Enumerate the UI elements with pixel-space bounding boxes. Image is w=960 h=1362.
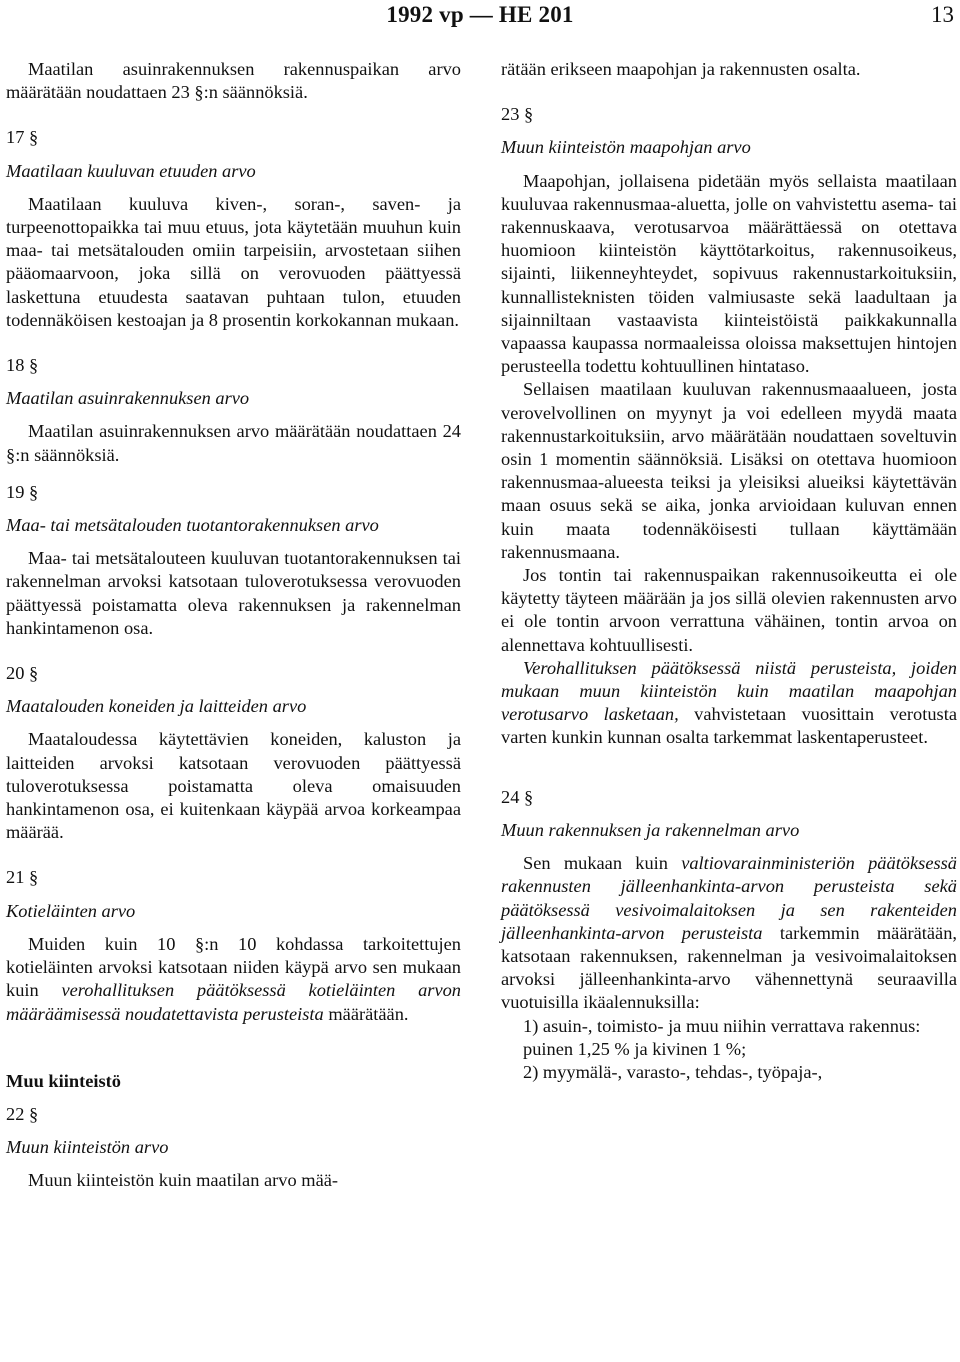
list-item-1: 1) asuin-, toimisto- ja muu niihin verrattava rakennus: (523, 1015, 921, 1036)
section-23-number: 23 § (501, 104, 534, 125)
section-21-text-b: määrätään. (323, 1003, 409, 1024)
section-23-paragraph-4 (501, 657, 957, 750)
header-title: 1992 vp — HE 201 (386, 2, 574, 27)
section-24-text-a: Sen mukaan kuin (523, 853, 682, 874)
page-number: 13 (931, 2, 954, 27)
section-24-text-italic: valtiovarainministeriön päätöksessä rakennusten jälleenhankinta-arvon perusteista sekä päätöksessä vesivoimalaitoksen ja sen rakenteiden jälleenhankinta-arvon perusteista (501, 853, 957, 943)
section-20-number: 20 § (6, 663, 39, 684)
continued-paragraph: rätään erikseen maapohjan ja rakennusten osalta. (501, 59, 861, 79)
section-21-title: Kotieläinten arvo (6, 900, 136, 921)
left-column (6, 58, 461, 1193)
section-22-title: Muun kiinteistön arvo (6, 1137, 169, 1158)
section-23-paragraph-3: Jos tontin tai rakennuspaikan rakennusoikeutta ei ole käytetty täyteen määrään ja jos sillä olevien rakennusten arvo ei ole tontin arvoon verrattuna vähäinen, tontin arvoa on alennettava kohtuullisesti. (501, 565, 957, 655)
list-item-2: 2) myymälä-, varasto-, tehdas-, työpaja-, (523, 1061, 823, 1082)
section-17-paragraph: Maatilaan kuuluva kiven-, soran-, saven- ja turpeenottopaikka tai muu etuus, jota käytetään muuhun kuin maa- tai metsätalouden omiin tarpeisiin, arvostetaan siihen pääomaarvoon, joka sillä on verovuoden päättyessä laskettuna etuudesta saatavan puhtaan tulon, etuuden todennäköisen kestoajan ja 8 prosentin korkokannan mukaan. (6, 193, 461, 330)
section-21-paragraph (6, 933, 461, 1026)
section-21-number: 21 § (6, 867, 39, 888)
section-22-paragraph: Muun kiinteistön kuin maatilan arvo mää- (28, 1170, 339, 1191)
section-23-paragraph-2: Sellaisen maatilaan kuuluvan rakennusmaaalueen, josta verovelvollinen on myynyt ja voi edelleen myydä maata rakennustarkoituksiin, arvo määrätään noudattaen soveltuvin osin 1 momentin säännöksiä. Lisäksi on otettava huomioon rakennusmaa-alueesta teiksi ja yleisiksi alueiksi käytettävän maan osuus sekä se aika, jonka arvioidaan kuluvan ennen kuin maata todennäköisesti tullaan käyttämään rakennusmaana. (501, 379, 957, 562)
section-22-number: 22 § (6, 1103, 39, 1124)
page-header (0, 0, 960, 30)
section-23-p4-text: vahvistetaan vuosittain verotusta varten kunkin kunnan osalta tarkemmat laskentaperusteet. (501, 704, 957, 748)
section-20-title: Maatalouden koneiden ja laitteiden arvo (6, 696, 307, 717)
right-column (501, 58, 957, 1084)
section-24-number: 24 § (501, 786, 534, 807)
intro-paragraph: Maatilan asuinrakennuksen rakennuspaikan arvo määrätään noudattaen 23 §:n säännöksiä. (6, 59, 461, 103)
section-24-title: Muun rakennuksen ja rakennelman arvo (501, 819, 800, 840)
section-18-number: 18 § (6, 355, 39, 376)
section-18-title: Maatilan asuinrakennuksen arvo (6, 388, 250, 409)
section-17-title: Maatilaan kuuluvan etuuden arvo (6, 160, 256, 181)
heading-muu-kiinteisto: Muu kiinteistö (6, 1070, 121, 1091)
section-18-paragraph: Maatilan asuinrakennuksen arvo määrätään noudattaen 24 §:n säännöksiä. (6, 421, 461, 465)
section-24-paragraph (501, 852, 957, 1014)
section-23-paragraph-1: Maapohjan, jollaisena pidetään myös sellaista maatilaan kuuluvaa rakennusmaa-aluetta, jolle on vahvistettu asema- tai rakennuskaava, verotusarvoa määrättäessä on otettava huomioon kiinteistön käyttötarkoitus, rakennusoikeus, sijainti, liikenneyhteydet, sopivuus rakennustarkoituksiin, kunnallisteknisten töiden valmiusaste sekä laadultaan ja sijainniltaan vastaavista kiinteistöistä paikkakunnalla vapaassa kaupassa normaaleissa oloissa maksettujen hintojen perusteella todettu kohtuullinen hintataso. (501, 170, 957, 377)
section-19-paragraph: Maa- tai metsätalouteen kuuluvan tuotantorakennuksen tai rakennelman arvoksi katsotaan tuloverotuksessa verovuoden päättyessä poistamatta oleva rakennuksen ja rakennelman hankintamenon osa. (6, 548, 461, 638)
section-23-title: Muun kiinteistön maapohjan arvo (501, 137, 751, 158)
section-23-p4-italic: Verohallituksen päätöksessä niistä perusteista, joiden mukaan muun kiinteistön kuin maatilan maapohjan verotusarvo lasketaan, (501, 657, 957, 725)
section-21-text-italic: verohallituksen päätöksessä kotieläinten arvon määräämisessä noudatettavista perusteista (6, 980, 462, 1024)
section-17-number: 17 § (6, 127, 39, 148)
section-24-text-b: tarkemmin määrätään, katsotaan rakennuksen, rakennelman ja vesivoimalaitoksen arvoksi jälleenhankinta-arvo vähennettynä seuraavilla vuotuisilla ikäalennuksilla: (501, 922, 957, 1013)
list-item-1-sub: puinen 1,25 % ja kivinen 1 %; (523, 1038, 747, 1059)
section-19-number: 19 § (6, 481, 39, 502)
section-21-text-a: Muiden kuin 10 §:n 10 kohdassa tarkoitettujen kotieläinten arvoksi katsotaan niiden käypä arvo sen mukaan kuin (6, 933, 461, 1001)
section-20-paragraph: Maataloudessa käytettävien koneiden, kaluston ja laitteiden arvoksi katsotaan verovuoden päättyessä tuloverotuksessa poistamatta oleva omaisuuden hankintamenon osa, ei kuitenkaan käypää arvoa korkeampaa määrää. (6, 729, 461, 843)
section-19-title: Maa- tai metsätalouden tuotantorakennuksen arvo (6, 515, 379, 536)
